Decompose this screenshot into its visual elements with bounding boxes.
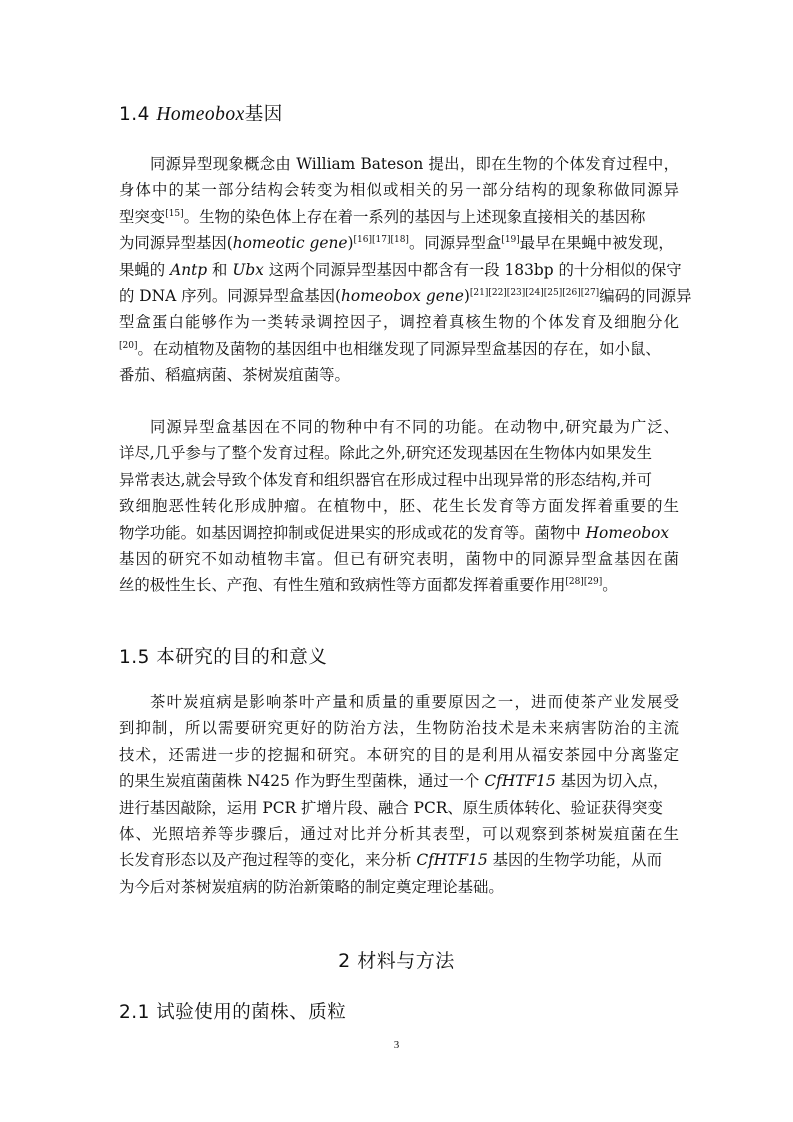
text-line: 果蝇的 Antp 和 Ubx 这两个同源异型基因中都含有一段 183bp 的十分相似的保守	[119, 260, 682, 279]
heading-text: 基因	[244, 104, 283, 125]
italic-term: Antp	[170, 260, 208, 279]
text-line: 到抑制，所以需要研究更好的防治方法，生物防治技术是未来病害防治的主流	[119, 719, 679, 738]
heading-italic-term: Homeobox	[156, 104, 245, 125]
text-line: 为同源异型基因(homeotic gene)[16][17][18]。同源异型盒[19]最早在果蝇中被发现，	[119, 234, 674, 253]
citation: [28][29]	[565, 577, 603, 588]
italic-term: CfHTF15	[416, 851, 488, 870]
text-line: 详尽,几乎参与了整个发育过程。除此之外,研究还发现基因在生物体内如果发生	[119, 444, 653, 463]
text-line: 丝的极性生长、产孢、有性生殖和致病性等方面都发挥着重要作用[28][29]。	[119, 576, 618, 595]
text-line: 型突变[15]。生物的染色体上存在着一系列的基因与上述现象直接相关的基因称	[119, 207, 646, 226]
italic-term: CfHTF15	[484, 772, 556, 791]
citation: [15]	[165, 208, 184, 219]
italic-term: homeotic gene	[232, 234, 348, 253]
paragraph-1-5	[119, 689, 679, 900]
italic-term: Ubx	[232, 260, 264, 279]
text-line: 物学功能。如基因调控抑制或促进果实的形成或花的发育等。菌物中 Homeobox	[119, 523, 670, 542]
citation: [16][17][18]	[353, 235, 409, 246]
section-heading-2-1: 2.1 试验使用的菌株、质粒	[119, 1002, 347, 1023]
italic-term: homeobox gene	[341, 286, 464, 305]
chapter-heading-2: 2 材料与方法	[338, 950, 455, 972]
text-line: 长发育形态以及产孢过程等的变化，来分析 CfHTF15 基因的生物学功能，从而	[119, 851, 662, 870]
section-heading-1-5: 1.5 本研究的目的和意义	[119, 647, 328, 668]
text-line: 致细胞恶性转化形成肿瘤。在植物中，胚、花生长发育等方面发挥着重要的生	[119, 497, 679, 516]
heading-number: 1.4	[119, 104, 150, 125]
paragraph-1-4-a	[119, 151, 692, 389]
text-line: 番茄、稻瘟病菌、茶树炭疽菌等。	[119, 366, 350, 385]
italic-term: Homeobox	[585, 523, 670, 542]
text-line: 同源异型现象概念由 William Bateson 提出，即在生物的个体发育过程中，	[150, 155, 679, 173]
text-line: 型盒蛋白能够作为一类转录调控因子，调控着真核生物的个体发育及细胞分化	[119, 313, 679, 332]
text-line: 技术，还需进一步的挖掘和研究。本研究的目的是利用从福安茶园中分离鉴定	[119, 745, 679, 764]
text-line: 身体中的某一部分结构会转变为相似或相关的另一部分结构的现象称做同源异	[119, 181, 679, 200]
text-line: 进行基因敲除，运用 PCR 扩增片段、融合 PCR、原生质体转化、验证获得突变	[119, 798, 663, 817]
text-line: 茶叶炭疽病是影响茶叶产量和质量的重要原因之一，进而使茶产业发展受	[150, 693, 679, 711]
text-line: 基因的研究不如动植物丰富。但已有研究表明，菌物中的同源异型盒基因在菌	[119, 549, 679, 568]
text-line: 异常表达,就会导致个体发育和组织器官在形成过程中出现异常的形态结构,并可	[119, 470, 653, 489]
text-line: 的 DNA 序列。同源异型盒基因(homeobox gene)[21][22][23][24][25][26][27]编码的同源异	[119, 286, 692, 305]
section-heading-1-4	[119, 100, 283, 126]
text-line: [20]。在动植物及菌物的基因组中也相继发现了同源异型盒基因的存在，如小鼠、	[119, 339, 661, 358]
text-line: 的果生炭疽菌菌株 N425 作为野生型菌株，通过一个 CfHTF15 基因为切入点，	[119, 772, 669, 791]
text-line: 同源异型盒基因在不同的物种中有不同的功能。在动物中,研究最为广泛、	[150, 418, 679, 436]
citation: [19]	[501, 235, 520, 246]
citation: [21][22][23][24][25][26][27]	[469, 287, 600, 298]
citation: [20]	[119, 340, 138, 351]
text-line: 体、光照培养等步骤后，通过对比并分析其表型，可以观察到茶树炭疽菌在生	[119, 824, 679, 843]
text-line: 为今后对茶树炭疽病的防治新策略的制定奠定理论基础。	[119, 877, 504, 896]
page-number: 3	[393, 1039, 400, 1051]
paragraph-1-4-b	[119, 414, 679, 599]
